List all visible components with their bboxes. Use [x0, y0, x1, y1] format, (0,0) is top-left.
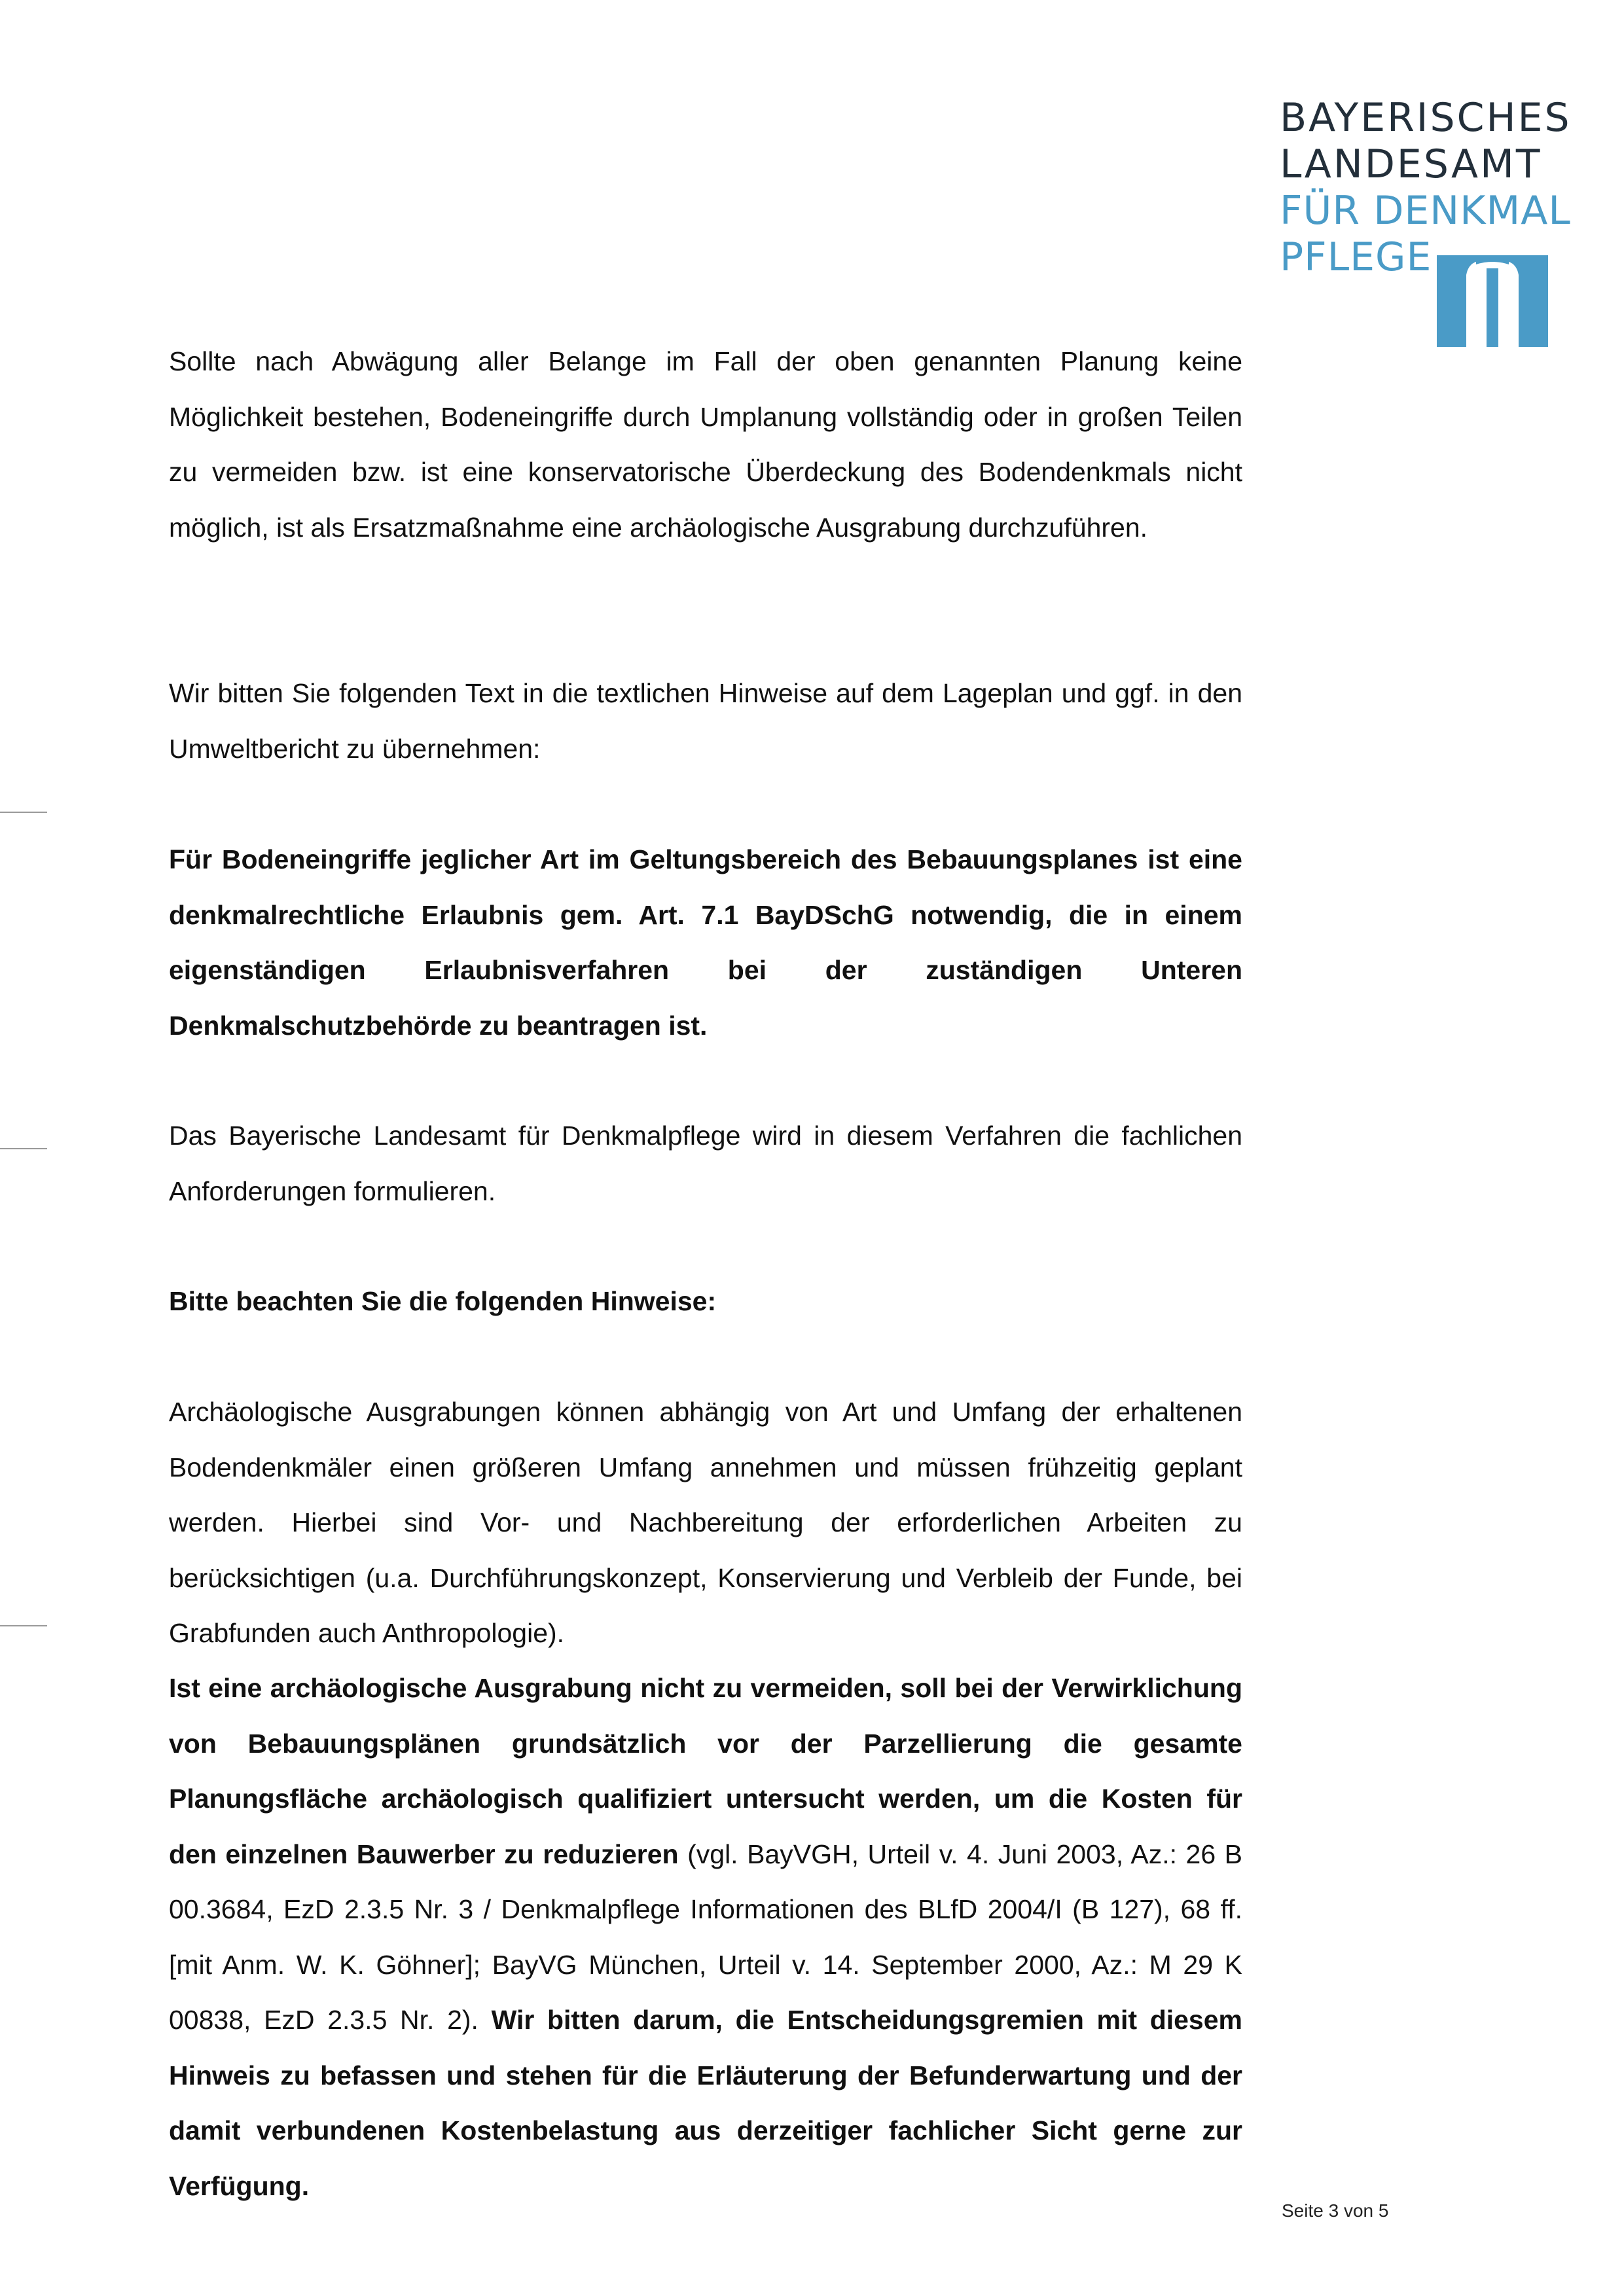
request-bold-part: Wir bitten darum, die Entscheidungsgremien mit diesem Hinweis zu befassen und stehen für die Erläuterung der Befunderwartung und der damit verbundenen Kostenbelastung aus derzeitiger fachlicher Sicht gerne zur Verfügung. — [169, 2005, 1242, 2201]
logo-line-1: BAYERISCHES — [1280, 95, 1572, 141]
fold-mark — [0, 1148, 47, 1149]
paragraph-permit-notice: Für Bodeneingriffe jeglicher Art im Geltungsbereich des Bebauungsplanes ist eine denkmalrechtliche Erlaubnis gem. Art. 7.1 BayDSchG notwendig, die in einem eigenständigen Erlaubnisverfahren bei der zuständigen Unteren Denkmalschutzbehörde zu beantragen ist. — [169, 844, 1242, 1041]
paragraph-requirements: Das Bayerische Landesamt für Denkmalpflege wird in diesem Verfahren die fachlichen Anforderungen formulieren. — [169, 1121, 1242, 1206]
logo-line-3: FÜR DENKMAL — [1280, 188, 1571, 234]
page-number: Seite 3 von 5 — [1282, 2200, 1389, 2221]
paragraph-excavation-scope: Archäologische Ausgrabungen können abhängig von Art und Umfang der erhaltenen Bodendenkmäler einen größeren Umfang annehmen und müssen frühzeitig geplant werden. Hierbei sind Vor- und Nachbereitung der erforderlichen Arbeiten zu berücksichtigen (u.a. Durchführungskonzept, Konservierung und Verbleib der Funde, bei Grabfunden auch Anthropologie). — [169, 1397, 1242, 1648]
legal-references: (vgl. BayVGH, Urteil v. 4. Juni 2003, Az.: 26 B 00.3684, EzD 2.3.5 Nr. 3 / Denkmalpflege Informationen des BLfD 2004/I (B 127), 68 ff. [mit Anm. W. K. Göhner]; BayVG München, Urteil v. 14. September 2000, Az.: M 29 K 00838, EzD 2.3.5 Nr. 2). — [169, 1839, 1242, 2035]
paragraph-excavation-requirement: Sollte nach Abwägung aller Belange im Fall der oben genannten Planung keine Möglichkeit bestehen, Bodeneingriffe durch Umplanung vollständig oder in großen Teilen zu vermeiden bzw. ist eine konservatorische Überdeckung des Bodendenkmals nicht möglich, ist als Ersatzmaßnahme eine archäologische Ausgrabung durchzuführen. — [169, 346, 1242, 543]
fold-mark — [0, 1625, 47, 1626]
fold-mark — [0, 812, 47, 813]
paragraph-text-request: Wir bitten Sie folgenden Text in die textlichen Hinweise auf dem Lageplan und ggf. in den Umweltbericht zu übernehmen: — [169, 678, 1242, 764]
institution-logo — [1280, 95, 1572, 360]
arch-icon — [1437, 255, 1548, 347]
logo-line-4: PFLEGE — [1280, 234, 1432, 280]
paragraph-planning-notice — [169, 1660, 1242, 2214]
planning-notice-bold-part: Ist eine archäologische Ausgrabung nicht zu vermeiden, soll bei der Verwirklichung von Bebauungsplänen grundsätzlich vor der Parzellierung die gesamte Planungsfläche archäologisch qualifiziert untersucht werden, um die Kosten für den einzelnen Bauwerber zu reduzieren — [169, 1673, 1242, 1869]
section-heading: Bitte beachten Sie die folgenden Hinweise: — [169, 1286, 717, 1316]
logo-line-2: LANDESAMT — [1280, 141, 1542, 187]
